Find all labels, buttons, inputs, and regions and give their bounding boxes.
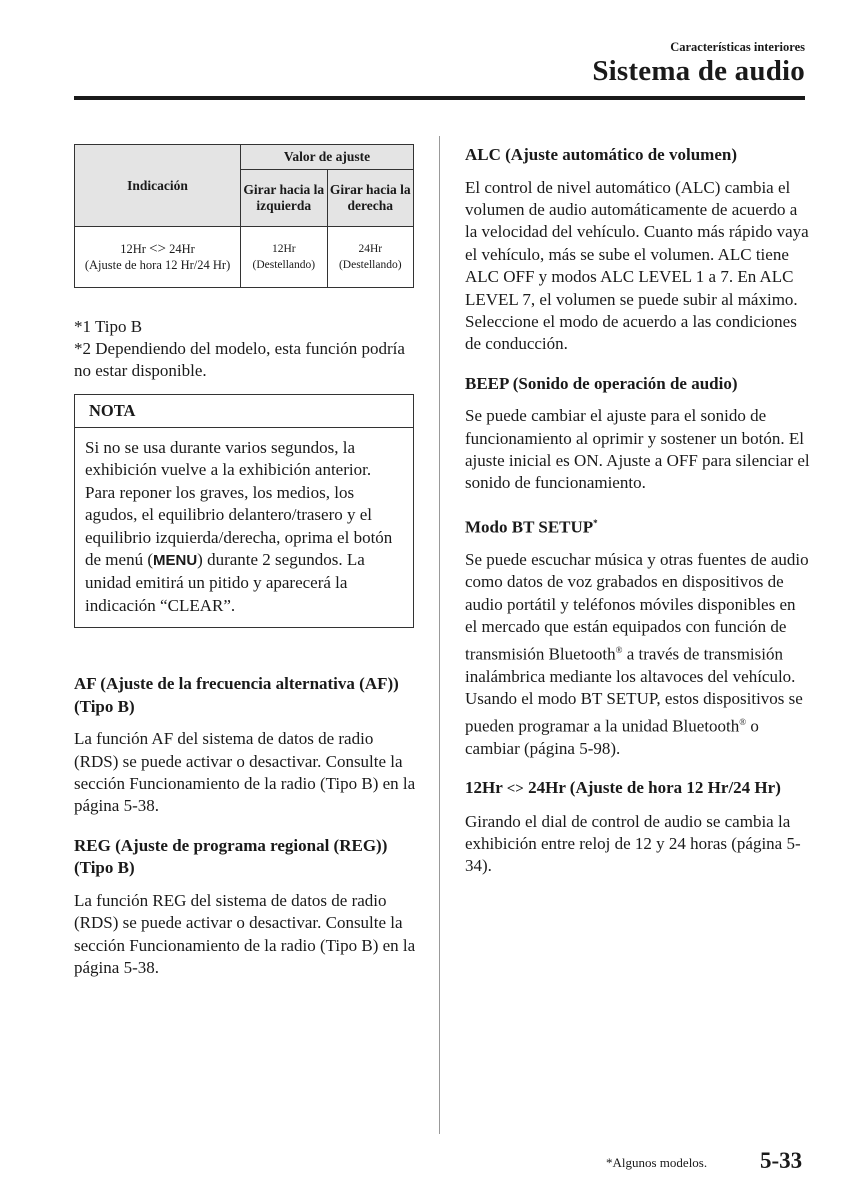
nota-text-2: ) durante 2 segundos. La unidad emitirá un pitido y aparecerá la indicación “CLEAR”. — [85, 550, 365, 615]
nota-heading: NOTA — [75, 395, 413, 428]
menu-key-label: MENU — [152, 552, 198, 570]
table-cell-indicacion — [75, 227, 241, 288]
registered-mark-2: ® — [739, 716, 747, 727]
header-rule — [74, 96, 805, 100]
table-cell-right — [327, 227, 413, 288]
section-title — [465, 777, 810, 801]
section-title: AF (Ajuste de la frecuencia alternativa (AF)) (Tipo B) — [74, 674, 399, 716]
chevron-left-icon: < — [506, 781, 516, 797]
table-row — [75, 227, 414, 288]
chevron-left-icon: < — [149, 241, 158, 257]
nota-text-1: Si no se usa durante varios segundos, la exhibición vuelve a la exhibición anterior. Para reponer los graves, los medios, los agudos, el equilibrio delantero/trasero y el equilibrio izquierda/derecha, oprima el botón de menú ( — [85, 438, 393, 570]
section-title: ALC (Ajuste automático de volumen) — [465, 145, 737, 164]
chevron-right-icon: > — [515, 781, 524, 797]
left-value: 12Hr — [271, 243, 296, 255]
nota-body — [75, 428, 413, 627]
hr-title-b: 24Hr (Ajuste de hora 12 Hr/24 Hr) — [528, 778, 781, 797]
chevron-right-icon: > — [157, 241, 166, 257]
section-beep — [465, 373, 810, 495]
bt-body-1: Se puede escuchar música y otras fuentes de audio como datos de voz grabados en dispositivos de audio portátil y teléfonos móviles disponibles en el mercado que están equipados con función de transmisión Bluetooth — [465, 550, 809, 664]
hr-title-a: 12Hr — [465, 778, 503, 797]
indicacion-24hr: 24Hr — [169, 242, 195, 256]
section-alc — [465, 144, 810, 356]
section-body: La función REG del sistema de datos de radio (RDS) se puede activar o desactivar. Consulte la sección Funcionamiento de la radio (Tipo B) en la página 5-38. — [74, 890, 416, 978]
registered-mark-1: ® — [615, 644, 623, 655]
table-header-left: Girar hacia la izquierda — [241, 170, 327, 227]
section-af — [74, 673, 416, 818]
column-divider — [439, 136, 440, 1134]
section-bt-setup — [465, 512, 810, 760]
section-body: Girando el dial de control de audio se cambia la exhibición entre reloj de 12 y 24 horas (página 5-34). — [465, 811, 801, 876]
bt-body-3: o cambiar (página 5-98). — [465, 716, 759, 758]
section-body: Se puede cambiar el ajuste para el sonido de funcionamiento al oprimir y sostener un botón. El ajuste inicial es ON. Ajuste a OFF para silenciar el sonido de funcionamiento. — [465, 406, 810, 493]
bt-body-2: a través de transmisión inalámbrica mediante los altavoces del vehículo. Usando el modo BT SETUP, estos dispositivos se pueden programar a la unidad Bluetooth — [465, 644, 803, 736]
running-header-subtitle: Características interiores — [670, 40, 805, 54]
section-12hr-24hr — [465, 777, 810, 878]
table-header-right: Girar hacia la derecha — [327, 170, 413, 227]
bt-title-text: Modo BT SETUP — [465, 517, 594, 537]
section-title — [465, 512, 810, 539]
footnotes — [74, 316, 416, 382]
section-title: REG (Ajuste de programa regional (REG)) (Tipo B) — [74, 835, 388, 878]
footnote-2: *2 Dependiendo del modelo, esta función podría no estar disponible. — [74, 339, 405, 380]
page-number: 5-33 — [760, 1148, 803, 1173]
section-body: El control de nivel automático (ALC) cambia el volumen de audio automáticamente de acuerdo a la velocidad del vehículo. Cuanto más rápido vaya el vehículo, más se sube el volumen. ALC tiene ALC OFF y modos ALC LEVEL 1 a 7. En ALC LEVEL 7, el volumen se puede subir al máximo. Seleccione el modo de acuerdo a las condiciones de conducción. — [465, 177, 809, 354]
indicacion-12hr: 12Hr — [120, 242, 146, 256]
right-note: (Destellando) — [338, 259, 402, 271]
right-column — [465, 144, 810, 878]
table-header-indicacion: Indicación — [75, 145, 241, 227]
nota-box — [74, 394, 414, 628]
section-title: BEEP (Sonido de operación de audio) — [465, 373, 738, 393]
table-cell-left — [241, 227, 327, 288]
left-column — [74, 144, 416, 980]
right-value: 24Hr — [358, 243, 383, 255]
page-title: Sistema de audio — [592, 55, 805, 87]
section-body: La función AF del sistema de datos de radio (RDS) se puede activar o desactivar. Consulte la sección Funcionamiento de la radio (Tipo B) en la página 5-38. — [74, 729, 416, 816]
section-body — [465, 549, 810, 760]
left-note: (Destellando) — [252, 259, 316, 271]
bt-title-mark: * — [593, 517, 598, 528]
table-header-valor: Valor de ajuste — [241, 145, 414, 170]
indicacion-note: (Ajuste de hora 12 Hr/24 Hr) — [84, 258, 231, 272]
section-reg — [74, 835, 416, 980]
settings-table — [74, 144, 414, 288]
footnote-1: *1 Tipo B — [74, 317, 143, 336]
footer-note: *Algunos modelos. — [606, 1155, 708, 1170]
